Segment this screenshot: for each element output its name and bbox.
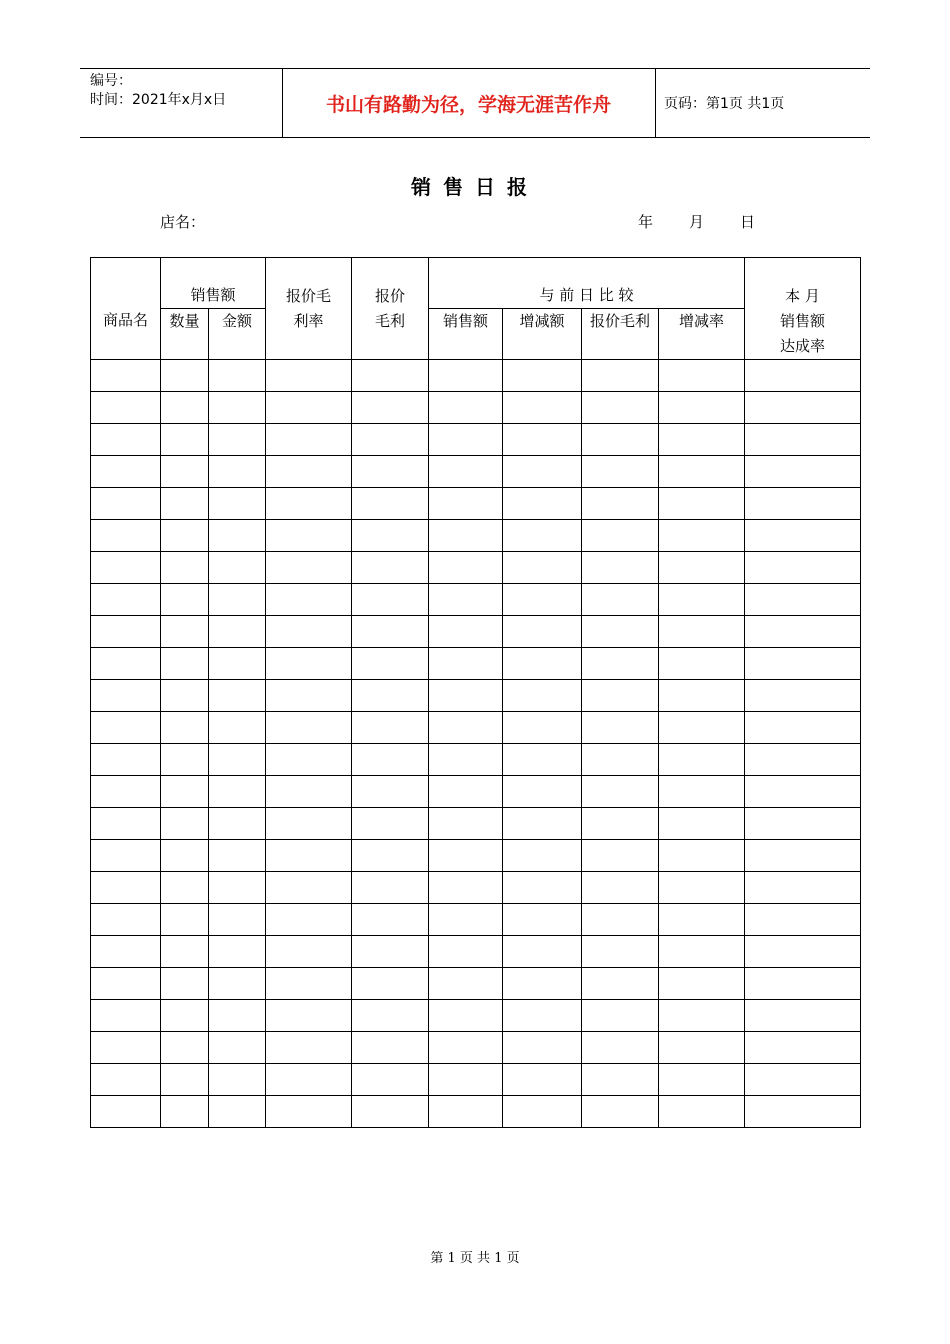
table-row [91, 552, 861, 584]
table-cell[interactable] [91, 424, 161, 456]
table-cell[interactable] [429, 1000, 503, 1032]
table-cell[interactable] [745, 1032, 861, 1064]
table-cell[interactable] [161, 680, 209, 712]
table-cell[interactable] [503, 680, 582, 712]
table-cell[interactable] [659, 1032, 745, 1064]
table-cell[interactable] [91, 584, 161, 616]
table-cell[interactable] [659, 488, 745, 520]
table-cell[interactable] [745, 1064, 861, 1096]
table-cell[interactable] [352, 488, 429, 520]
table-cell[interactable] [161, 584, 209, 616]
header-compare-margin: 报价毛利 [582, 309, 659, 360]
table-cell[interactable] [209, 904, 266, 936]
table-cell[interactable] [659, 520, 745, 552]
table-cell[interactable] [582, 616, 659, 648]
table-cell[interactable] [582, 680, 659, 712]
table-cell[interactable] [209, 872, 266, 904]
page-footer: 第 1 页 共 1 页 [430, 1251, 520, 1266]
table-cell[interactable] [429, 808, 503, 840]
table-cell[interactable] [429, 584, 503, 616]
header-quantity: 数量 [161, 309, 209, 360]
table-cell[interactable] [503, 1000, 582, 1032]
table-header-row [91, 258, 861, 309]
table-cell[interactable] [266, 488, 352, 520]
table-cell[interactable] [659, 1096, 745, 1128]
table-cell[interactable] [429, 488, 503, 520]
table-cell[interactable] [352, 872, 429, 904]
table-cell[interactable] [209, 808, 266, 840]
table-cell[interactable] [91, 712, 161, 744]
table-cell[interactable] [745, 808, 861, 840]
table-row [91, 1000, 861, 1032]
table-cell[interactable] [266, 392, 352, 424]
table-cell[interactable] [582, 744, 659, 776]
table-cell[interactable] [209, 456, 266, 488]
table-cell[interactable] [161, 776, 209, 808]
table-cell[interactable] [745, 872, 861, 904]
table-row [91, 616, 861, 648]
table-cell[interactable] [582, 488, 659, 520]
header-quoted-margin-rate: 报价毛 利率 [266, 258, 352, 360]
table-row [91, 744, 861, 776]
table-cell[interactable] [352, 552, 429, 584]
header-sales-group: 销售额 [161, 258, 266, 309]
table-cell[interactable] [352, 1064, 429, 1096]
table-cell[interactable] [91, 872, 161, 904]
table-cell[interactable] [659, 904, 745, 936]
table-cell[interactable] [745, 936, 861, 968]
table-cell[interactable] [352, 1096, 429, 1128]
table-cell[interactable] [266, 424, 352, 456]
table-cell[interactable] [582, 392, 659, 424]
table-cell[interactable] [659, 968, 745, 1000]
table-cell[interactable] [161, 552, 209, 584]
table-cell[interactable] [582, 424, 659, 456]
table-cell[interactable] [266, 552, 352, 584]
table-cell[interactable] [209, 488, 266, 520]
table-row [91, 584, 861, 616]
date-day-label: 日 [740, 213, 756, 231]
table-cell[interactable] [659, 776, 745, 808]
table-cell[interactable] [352, 456, 429, 488]
table-cell[interactable] [161, 616, 209, 648]
table-cell[interactable] [352, 424, 429, 456]
table-cell[interactable] [209, 712, 266, 744]
table-cell[interactable] [503, 1064, 582, 1096]
table-cell[interactable] [91, 936, 161, 968]
table-cell[interactable] [745, 584, 861, 616]
table-cell[interactable] [582, 520, 659, 552]
table-cell[interactable] [429, 712, 503, 744]
table-cell[interactable] [352, 392, 429, 424]
table-cell[interactable] [659, 808, 745, 840]
table-cell[interactable] [429, 392, 503, 424]
table-cell[interactable] [352, 1032, 429, 1064]
table-cell[interactable] [745, 968, 861, 1000]
table-cell[interactable] [352, 520, 429, 552]
table-row [91, 712, 861, 744]
table-cell[interactable] [745, 360, 861, 392]
table-cell[interactable] [91, 616, 161, 648]
table-cell[interactable] [161, 712, 209, 744]
table-cell[interactable] [352, 904, 429, 936]
table-cell[interactable] [91, 488, 161, 520]
table-cell[interactable] [745, 520, 861, 552]
table-cell[interactable] [745, 424, 861, 456]
table-cell[interactable] [161, 648, 209, 680]
serial-number-label: 编号： [90, 73, 132, 89]
table-cell[interactable] [659, 680, 745, 712]
table-cell[interactable] [209, 1096, 266, 1128]
table-cell[interactable] [503, 936, 582, 968]
table-cell[interactable] [209, 1000, 266, 1032]
table-cell[interactable] [582, 456, 659, 488]
table-row [91, 776, 861, 808]
table-cell[interactable] [91, 456, 161, 488]
table-cell[interactable] [659, 936, 745, 968]
table-cell[interactable] [582, 808, 659, 840]
table-cell[interactable] [352, 712, 429, 744]
table-cell[interactable] [582, 840, 659, 872]
table-cell[interactable] [659, 392, 745, 424]
table-cell[interactable] [266, 360, 352, 392]
table-cell[interactable] [745, 616, 861, 648]
table-cell[interactable] [209, 520, 266, 552]
table-cell[interactable] [659, 456, 745, 488]
table-cell[interactable] [209, 552, 266, 584]
table-cell[interactable] [659, 1000, 745, 1032]
table-cell[interactable] [503, 968, 582, 1000]
table-cell[interactable] [209, 776, 266, 808]
table-cell[interactable] [161, 872, 209, 904]
document-header [80, 68, 870, 138]
table-cell[interactable] [503, 360, 582, 392]
table-cell[interactable] [266, 1096, 352, 1128]
table-cell[interactable] [582, 552, 659, 584]
header-compare-sales-change: 增减额 [503, 309, 582, 360]
table-cell[interactable] [429, 904, 503, 936]
table-cell[interactable] [266, 968, 352, 1000]
table-cell[interactable] [161, 936, 209, 968]
table-cell[interactable] [582, 584, 659, 616]
table-cell[interactable] [503, 872, 582, 904]
table-cell[interactable] [91, 1032, 161, 1064]
table-cell[interactable] [161, 968, 209, 1000]
table-cell[interactable] [745, 488, 861, 520]
table-cell[interactable] [429, 840, 503, 872]
table-cell[interactable] [266, 744, 352, 776]
table-cell[interactable] [582, 648, 659, 680]
table-cell[interactable] [352, 808, 429, 840]
table-cell[interactable] [429, 1064, 503, 1096]
table-cell[interactable] [429, 552, 503, 584]
table-cell[interactable] [659, 552, 745, 584]
table-cell[interactable] [209, 840, 266, 872]
table-cell[interactable] [266, 680, 352, 712]
table-cell[interactable] [745, 776, 861, 808]
motto-text: 书山有路勤为径，学海无涯苦作舟 [325, 93, 611, 116]
table-cell[interactable] [266, 840, 352, 872]
table-cell[interactable] [266, 1032, 352, 1064]
table-cell[interactable] [745, 456, 861, 488]
table-cell[interactable] [582, 872, 659, 904]
table-cell[interactable] [429, 456, 503, 488]
table-cell[interactable] [161, 1000, 209, 1032]
table-cell[interactable] [659, 424, 745, 456]
header-product-name: 商品名 [91, 258, 161, 360]
table-cell[interactable] [209, 680, 266, 712]
table-cell[interactable] [503, 456, 582, 488]
table-row [91, 1096, 861, 1128]
table-cell[interactable] [91, 392, 161, 424]
header-compare-previous-day: 与 前 日 比 较 [429, 258, 745, 309]
table-row [91, 808, 861, 840]
date-month-label: 月 [689, 213, 705, 231]
table-cell[interactable] [161, 840, 209, 872]
table-cell[interactable] [582, 1000, 659, 1032]
table-cell[interactable] [745, 712, 861, 744]
table-cell[interactable] [91, 744, 161, 776]
table-cell[interactable] [429, 744, 503, 776]
table-row [91, 488, 861, 520]
table-cell[interactable] [266, 584, 352, 616]
table-cell[interactable] [429, 360, 503, 392]
table-cell[interactable] [582, 1064, 659, 1096]
table-cell[interactable] [429, 968, 503, 1000]
header-month-achievement: 本 月 销售额 达成率 [745, 258, 861, 360]
table-cell[interactable] [266, 776, 352, 808]
table-cell[interactable] [91, 776, 161, 808]
table-cell[interactable] [161, 488, 209, 520]
table-cell[interactable] [209, 360, 266, 392]
document-meta [90, 72, 226, 110]
table-cell[interactable] [745, 392, 861, 424]
table-row [91, 424, 861, 456]
table-cell[interactable] [659, 712, 745, 744]
table-row [91, 1064, 861, 1096]
header-divider [655, 69, 656, 137]
table-cell[interactable] [745, 1000, 861, 1032]
table-cell[interactable] [161, 904, 209, 936]
table-row [91, 1032, 861, 1064]
table-cell[interactable] [429, 680, 503, 712]
table-cell[interactable] [209, 1032, 266, 1064]
table-cell[interactable] [266, 1064, 352, 1096]
table-cell[interactable] [659, 1064, 745, 1096]
table-cell[interactable] [582, 968, 659, 1000]
table-cell[interactable] [161, 424, 209, 456]
table-cell[interactable] [161, 1064, 209, 1096]
page-info: 页码：第1页 共1页 [664, 96, 785, 112]
table-cell[interactable] [209, 648, 266, 680]
time-label: 时间：2021年x月x日 [90, 92, 227, 108]
table-cell[interactable] [503, 520, 582, 552]
table-cell[interactable] [161, 1032, 209, 1064]
table-cell[interactable] [91, 1000, 161, 1032]
table-cell[interactable] [161, 360, 209, 392]
table-cell[interactable] [503, 1032, 582, 1064]
table-cell[interactable] [429, 648, 503, 680]
table-cell[interactable] [745, 744, 861, 776]
table-cell[interactable] [209, 968, 266, 1000]
table-cell[interactable] [91, 808, 161, 840]
table-cell[interactable] [266, 872, 352, 904]
table-cell[interactable] [429, 776, 503, 808]
table-cell[interactable] [429, 1032, 503, 1064]
table-cell[interactable] [352, 648, 429, 680]
table-cell[interactable] [352, 936, 429, 968]
table-row [91, 968, 861, 1000]
table-cell[interactable] [582, 936, 659, 968]
header-amount: 金额 [209, 309, 266, 360]
table-cell[interactable] [161, 520, 209, 552]
table-cell[interactable] [582, 1096, 659, 1128]
table-cell[interactable] [266, 1000, 352, 1032]
table-cell[interactable] [209, 392, 266, 424]
table-cell[interactable] [209, 584, 266, 616]
table-row [91, 680, 861, 712]
table-cell[interactable] [429, 424, 503, 456]
table-row [91, 904, 861, 936]
table-cell[interactable] [209, 744, 266, 776]
table-cell[interactable] [582, 776, 659, 808]
table-cell[interactable] [161, 744, 209, 776]
table-cell[interactable] [582, 360, 659, 392]
table-cell[interactable] [659, 872, 745, 904]
table-cell[interactable] [745, 552, 861, 584]
table-cell[interactable] [659, 648, 745, 680]
table-cell[interactable] [503, 648, 582, 680]
table-cell[interactable] [161, 808, 209, 840]
table-cell[interactable] [352, 1000, 429, 1032]
table-cell[interactable] [91, 1096, 161, 1128]
table-cell[interactable] [659, 584, 745, 616]
table-cell[interactable] [503, 552, 582, 584]
table-cell[interactable] [161, 392, 209, 424]
table-cell[interactable] [503, 776, 582, 808]
table-row [91, 872, 861, 904]
table-cell[interactable] [352, 360, 429, 392]
table-row [91, 936, 861, 968]
sales-report-table [90, 257, 861, 1128]
table-cell[interactable] [429, 1096, 503, 1128]
table-cell[interactable] [266, 648, 352, 680]
table-cell[interactable] [266, 456, 352, 488]
table-cell[interactable] [352, 840, 429, 872]
table-cell[interactable] [91, 360, 161, 392]
table-cell[interactable] [91, 648, 161, 680]
table-cell[interactable] [659, 840, 745, 872]
table-cell[interactable] [503, 808, 582, 840]
table-cell[interactable] [745, 840, 861, 872]
table-cell[interactable] [209, 424, 266, 456]
table-cell[interactable] [745, 648, 861, 680]
table-row [91, 392, 861, 424]
table-cell[interactable] [209, 616, 266, 648]
table-cell[interactable] [266, 712, 352, 744]
table-cell[interactable] [503, 488, 582, 520]
table-cell[interactable] [503, 424, 582, 456]
header-quoted-margin: 报价 毛利 [352, 258, 429, 360]
table-cell[interactable] [352, 968, 429, 1000]
table-row [91, 360, 861, 392]
table-cell[interactable] [503, 584, 582, 616]
table-cell[interactable] [266, 520, 352, 552]
table-cell[interactable] [352, 680, 429, 712]
table-cell[interactable] [209, 936, 266, 968]
shop-name-label: 店名： [160, 213, 206, 231]
table-cell[interactable] [266, 808, 352, 840]
table-cell[interactable] [429, 936, 503, 968]
table-row [91, 648, 861, 680]
table-cell[interactable] [429, 616, 503, 648]
table-cell[interactable] [582, 904, 659, 936]
table-cell[interactable] [659, 744, 745, 776]
table-cell[interactable] [503, 1096, 582, 1128]
table-cell[interactable] [745, 1096, 861, 1128]
table-cell[interactable] [659, 616, 745, 648]
table-cell[interactable] [503, 840, 582, 872]
table-cell[interactable] [582, 1032, 659, 1064]
table-cell[interactable] [659, 360, 745, 392]
header-compare-sales: 销售额 [429, 309, 503, 360]
table-row [91, 520, 861, 552]
table-cell[interactable] [91, 520, 161, 552]
table-row [91, 840, 861, 872]
table-cell[interactable] [352, 744, 429, 776]
table-cell[interactable] [745, 680, 861, 712]
table-cell[interactable] [503, 744, 582, 776]
table-cell[interactable] [161, 1096, 209, 1128]
table-cell[interactable] [91, 968, 161, 1000]
date-year-label: 年 [638, 213, 654, 231]
table-cell[interactable] [91, 680, 161, 712]
table-cell[interactable] [503, 616, 582, 648]
table-cell[interactable] [266, 904, 352, 936]
table-cell[interactable] [352, 616, 429, 648]
report-title: 销售日报 [411, 175, 539, 199]
table-cell[interactable] [429, 872, 503, 904]
table-cell[interactable] [91, 1064, 161, 1096]
table-cell[interactable] [91, 840, 161, 872]
table-cell[interactable] [91, 552, 161, 584]
table-cell[interactable] [266, 616, 352, 648]
table-row [91, 456, 861, 488]
table-cell[interactable] [266, 936, 352, 968]
table-cell[interactable] [503, 904, 582, 936]
table-cell[interactable] [352, 584, 429, 616]
table-cell[interactable] [429, 520, 503, 552]
table-cell[interactable] [745, 904, 861, 936]
table-cell[interactable] [91, 904, 161, 936]
header-compare-margin-change: 增减率 [659, 309, 745, 360]
table-cell[interactable] [161, 456, 209, 488]
table-cell[interactable] [352, 776, 429, 808]
table-cell[interactable] [503, 392, 582, 424]
table-cell[interactable] [582, 712, 659, 744]
table-cell[interactable] [503, 712, 582, 744]
table-cell[interactable] [209, 1064, 266, 1096]
